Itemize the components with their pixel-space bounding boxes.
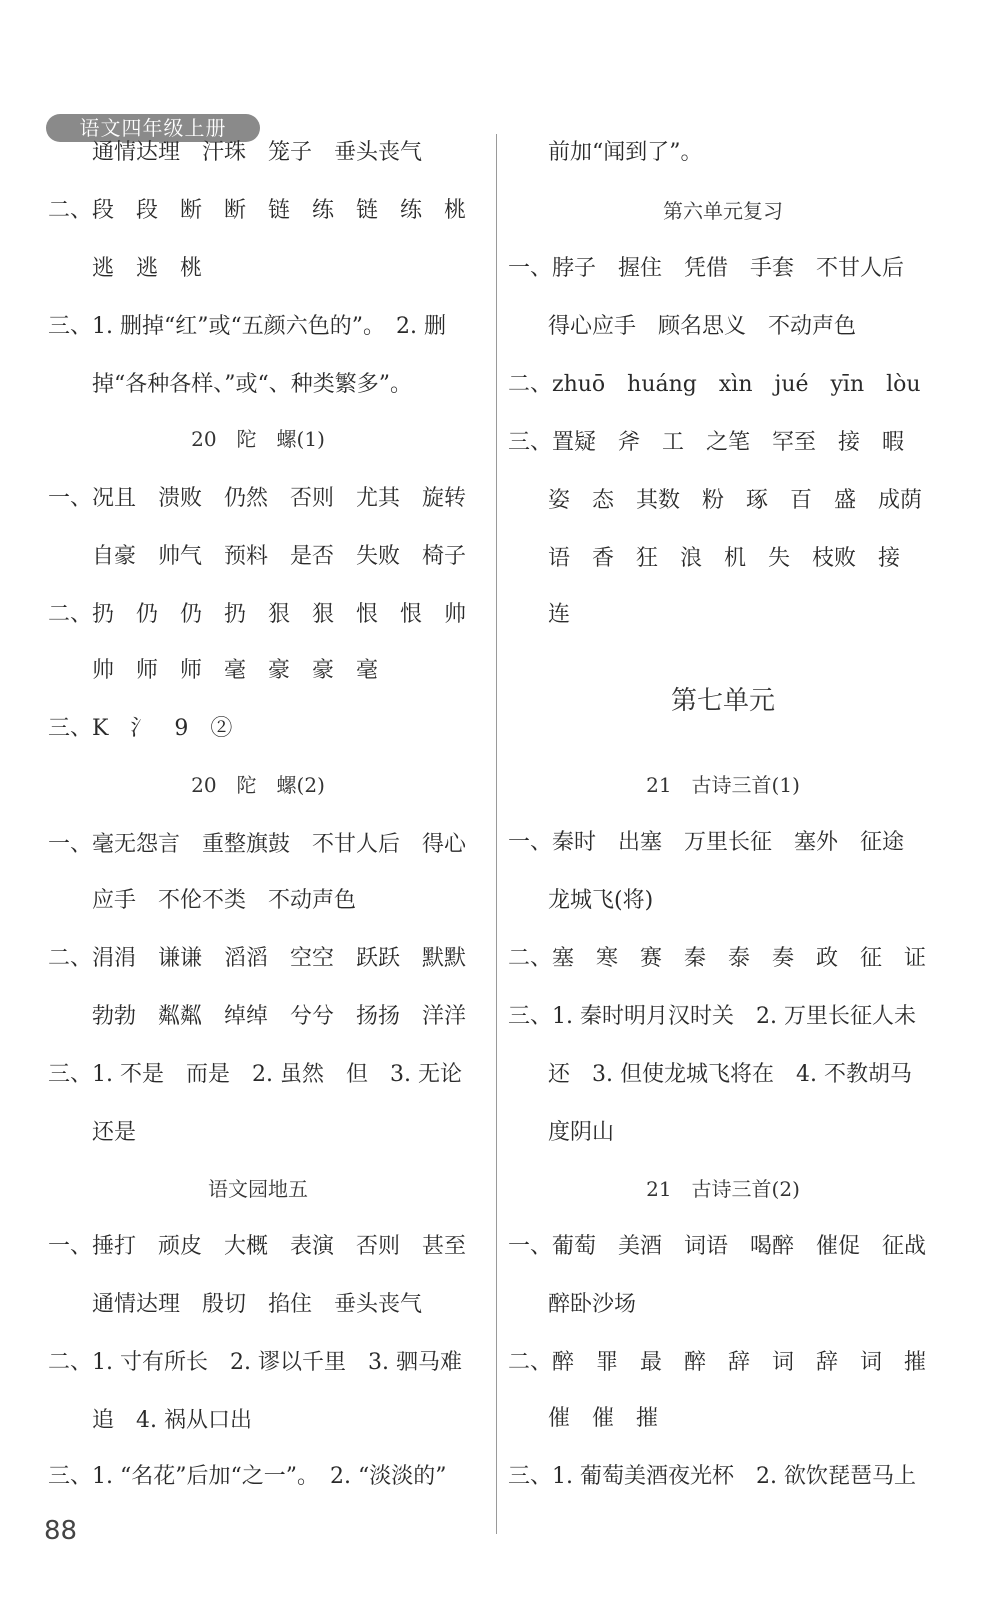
- answer-line: 三、K 氵 9 ②: [48, 716, 233, 741]
- answer-line: 帅 师 师 毫 豪 豪 毫: [92, 658, 379, 683]
- section-heading: 20 陀 螺(1): [191, 427, 325, 451]
- answer-line: 二、塞 寒 赛 秦 泰 奏 政 征 证: [508, 946, 927, 971]
- answer-line: 追 4. 祸从口出: [92, 1408, 252, 1433]
- answer-line: 还 3. 但使龙城飞将在 4. 不教胡马: [548, 1062, 912, 1087]
- section-heading: 21 古诗三首(1): [646, 773, 800, 797]
- answer-line: 催 催 摧: [548, 1406, 659, 1431]
- answer-line: 一、秦时 出塞 万里长征 塞外 征途: [508, 830, 905, 855]
- answer-line: 三、1. 秦时明月汉时关 2. 万里长征人未: [508, 1004, 916, 1029]
- answer-line: 姿 态 其数 粉 琢 百 盛 成荫: [548, 488, 923, 513]
- answer-line: 通情达理 汗珠 笼子 垂头丧气: [92, 140, 423, 165]
- answer-line: 掉“各种各样、”或“、种类繁多”。: [92, 372, 412, 397]
- answer-line: 应手 不伦不类 不动声色: [92, 888, 357, 913]
- textbook-banner: 语文四年级上册: [46, 114, 260, 142]
- section-heading: 第六单元复习: [663, 199, 783, 223]
- answer-line: 三、置疑 斧 工 之笔 罕至 接 暇: [508, 430, 905, 455]
- answer-line: 醉卧沙场: [548, 1292, 637, 1317]
- answer-line: 二、扔 仍 仍 扔 狠 狠 恨 恨 帅: [48, 602, 467, 627]
- section-heading: 20 陀 螺(2): [191, 773, 325, 797]
- answer-line: 得心应手 顾名思义 不动声色: [548, 314, 857, 339]
- answer-line: 三、1. “名花”后加“之一”。 2. “淡淡的”: [48, 1464, 447, 1489]
- answer-line: 龙城飞(将): [548, 888, 654, 913]
- answer-line: 二、涓涓 谦谦 滔滔 空空 跃跃 默默: [48, 946, 467, 971]
- answer-line: 自豪 帅气 预料 是否 失败 椅子: [92, 544, 467, 569]
- answer-line: 一、脖子 握住 凭借 手套 不甘人后: [508, 256, 905, 281]
- answer-line: 连: [548, 602, 571, 627]
- section-heading: 21 古诗三首(2): [646, 1177, 800, 1201]
- answer-line: 二、醉 罪 最 醉 辞 词 辞 词 摧: [508, 1350, 927, 1375]
- answer-line: 三、1. 葡萄美酒夜光杯 2. 欲饮琵琶马上: [508, 1464, 916, 1489]
- answer-line: 勃勃 粼粼 绰绰 兮兮 扬扬 洋洋: [92, 1004, 467, 1029]
- answer-line: 语 香 狂 浪 机 失 枝败 接: [548, 546, 901, 571]
- unit-title: 第七单元: [670, 686, 775, 716]
- section-heading: 语文园地五: [208, 1177, 308, 1201]
- answer-line: 三、1. 删掉“红”或“五颜六色的”。 2. 删: [48, 314, 446, 339]
- answer-line: 度阴山: [548, 1120, 615, 1145]
- answer-line: 还是: [92, 1120, 137, 1145]
- answer-line: 逃 逃 桃: [92, 256, 203, 281]
- answer-line: 前加“闻到了”。: [548, 140, 703, 165]
- answer-line: 一、捶打 顽皮 大概 表演 否则 甚至: [48, 1234, 467, 1259]
- column-divider: [496, 134, 497, 1534]
- answer-line: 二、zhuō huáng xìn jué yīn lòu: [508, 372, 921, 397]
- answer-line: 三、1. 不是 而是 2. 虽然 但 3. 无论: [48, 1062, 462, 1087]
- page-number: 88: [44, 1516, 78, 1546]
- answer-line: 一、毫无怨言 重整旗鼓 不甘人后 得心: [48, 832, 467, 857]
- answer-line: 一、况且 溃败 仍然 否则 尤其 旋转: [48, 486, 467, 511]
- answer-line: 一、葡萄 美酒 词语 喝醉 催促 征战: [508, 1234, 927, 1259]
- answer-line: 通情达理 殷切 掐住 垂头丧气: [92, 1292, 423, 1317]
- answer-line: 二、1. 寸有所长 2. 谬以千里 3. 驷马难: [48, 1350, 462, 1375]
- answer-line: 二、段 段 断 断 链 练 链 练 桃: [48, 198, 467, 223]
